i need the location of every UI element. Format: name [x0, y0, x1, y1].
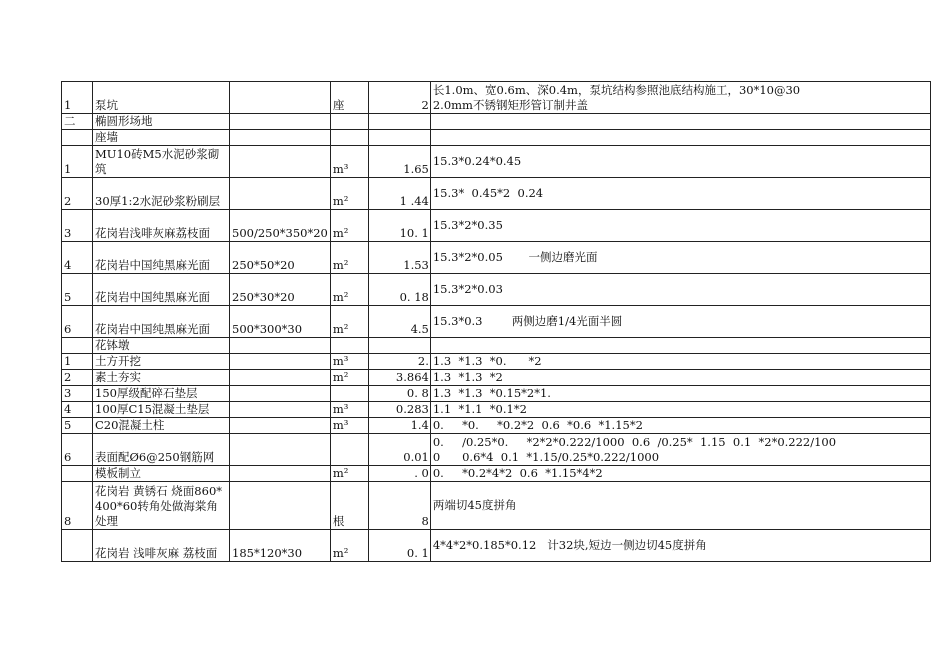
item-quantity: 3.864 — [368, 370, 430, 386]
item-spec — [230, 338, 331, 354]
row-number: 3 — [62, 386, 93, 402]
row-number: 5 — [62, 274, 93, 306]
row-number — [62, 130, 93, 146]
item-spec — [230, 482, 331, 530]
item-calculation: 15.3*0.3 两侧边磨1/4光面半圆 — [430, 306, 930, 338]
item-spec — [230, 146, 331, 178]
table-body — [62, 82, 931, 562]
item-unit: m³ — [330, 402, 368, 418]
row-number: 2 — [62, 370, 93, 386]
item-spec — [230, 466, 331, 482]
item-calculation — [430, 114, 930, 130]
table-row — [62, 274, 931, 306]
item-spec: 250*30*20 — [230, 274, 331, 306]
item-unit — [330, 130, 368, 146]
item-name: 土方开挖 — [93, 354, 230, 370]
table-row — [62, 434, 931, 466]
item-unit: m² — [330, 466, 368, 482]
item-quantity — [368, 130, 430, 146]
item-spec — [230, 370, 331, 386]
table-row — [62, 114, 931, 130]
item-name: 花岗岩中国纯黑麻光面 — [93, 242, 230, 274]
item-unit: m² — [330, 274, 368, 306]
item-calculation: 0. /0.25*0. *2*2*0.222/1000 0.6 /0.25* 1.15 0.1 *2*0.222/100 0 0.6*4 0.1 *1.15/0.25*0.222/1000 — [430, 434, 930, 466]
item-name: 泵坑 — [93, 82, 230, 114]
row-number — [62, 466, 93, 482]
item-quantity: 1.65 — [368, 146, 430, 178]
item-spec — [230, 418, 331, 434]
item-unit: 座 — [330, 82, 368, 114]
item-quantity: 0.283 — [368, 402, 430, 418]
item-calculation: 1.3 *1.3 *0. *2 — [430, 354, 930, 370]
item-spec: 185*120*30 — [230, 530, 331, 562]
row-number: 1 — [62, 146, 93, 178]
item-unit — [330, 386, 368, 402]
item-calculation: 1.1 *1.1 *0.1*2 — [430, 402, 930, 418]
item-quantity: 1.4 — [368, 418, 430, 434]
table-row — [62, 370, 931, 386]
table-row — [62, 386, 931, 402]
row-number — [62, 338, 93, 354]
item-quantity: 4.5 — [368, 306, 430, 338]
item-quantity: 1 .44 — [368, 178, 430, 210]
item-name: 素土夯实 — [93, 370, 230, 386]
row-number: 2 — [62, 178, 93, 210]
item-name: 花岗岩浅啡灰麻荔枝面 — [93, 210, 230, 242]
row-number: 5 — [62, 418, 93, 434]
item-unit: m² — [330, 306, 368, 338]
table-row — [62, 354, 931, 370]
item-unit — [330, 338, 368, 354]
item-unit: m³ — [330, 418, 368, 434]
item-name: 花岗岩 浅啡灰麻 荔枝面 — [93, 530, 230, 562]
row-number: 4 — [62, 242, 93, 274]
item-name: MU10砖M5水泥砂浆砌筑 — [93, 146, 230, 178]
table-row — [62, 146, 931, 178]
item-spec — [230, 82, 331, 114]
item-spec: 250*50*20 — [230, 242, 331, 274]
item-quantity: 8 — [368, 482, 430, 530]
item-unit — [330, 434, 368, 466]
row-number: 1 — [62, 354, 93, 370]
item-unit: m² — [330, 210, 368, 242]
item-unit: m² — [330, 370, 368, 386]
item-calculation: 0. *0. *0.2*2 0.6 *0.6 *1.15*2 — [430, 418, 930, 434]
item-quantity: 0. 1 — [368, 530, 430, 562]
item-name: 座墙 — [93, 130, 230, 146]
item-spec — [230, 354, 331, 370]
row-number — [62, 530, 93, 562]
item-name: 150厚级配碎石垫层 — [93, 386, 230, 402]
item-unit: m² — [330, 530, 368, 562]
item-spec — [230, 130, 331, 146]
item-name: 椭圆形场地 — [93, 114, 230, 130]
item-spec — [230, 402, 331, 418]
item-unit: m² — [330, 242, 368, 274]
table-row — [62, 530, 931, 562]
item-name: C20混凝土柱 — [93, 418, 230, 434]
item-name: 100厚C15混凝土垫层 — [93, 402, 230, 418]
item-unit — [330, 114, 368, 130]
table-row — [62, 242, 931, 274]
item-spec: 500/250*350*20 — [230, 210, 331, 242]
table-row — [62, 210, 931, 242]
item-unit: m² — [330, 178, 368, 210]
item-name: 花岗岩 黄锈石 烧面860*400*60转角处做海棠角处理 — [93, 482, 230, 530]
row-number: 3 — [62, 210, 93, 242]
row-number: 8 — [62, 482, 93, 530]
item-quantity: 10. 1 — [368, 210, 430, 242]
item-quantity: 0. 18 — [368, 274, 430, 306]
item-name: 花岗岩中国纯黑麻光面 — [93, 306, 230, 338]
item-spec: 500*300*30 — [230, 306, 331, 338]
table-row — [62, 130, 931, 146]
quantity-table — [61, 81, 931, 562]
item-name: 花钵墩 — [93, 338, 230, 354]
row-number: 4 — [62, 402, 93, 418]
table-row — [62, 178, 931, 210]
item-quantity: . 0 — [368, 466, 430, 482]
item-name: 表面配Ø6@250钢筋网 — [93, 434, 230, 466]
item-spec — [230, 114, 331, 130]
item-name: 花岗岩中国纯黑麻光面 — [93, 274, 230, 306]
item-unit: m³ — [330, 354, 368, 370]
item-calculation: 1.3 *1.3 *0.15*2*1. — [430, 386, 930, 402]
item-quantity: 2 — [368, 82, 430, 114]
item-quantity: 2. — [368, 354, 430, 370]
table-row — [62, 82, 931, 114]
item-spec — [230, 386, 331, 402]
item-calculation: 4*4*2*0.185*0.12 计32块,短边一侧边切45度拼角 — [430, 530, 930, 562]
row-number: 1 — [62, 82, 93, 114]
row-number: 二 — [62, 114, 93, 130]
item-calculation: 两端切45度拼角 — [430, 482, 930, 530]
table-row — [62, 466, 931, 482]
item-calculation — [430, 130, 930, 146]
row-number: 6 — [62, 434, 93, 466]
item-calculation: 15.3*2*0.35 — [430, 210, 930, 242]
item-calculation: 15.3* 0.45*2 0.24 — [430, 178, 930, 210]
item-calculation: 15.3*2*0.05 一侧边磨光面 — [430, 242, 930, 274]
item-spec — [230, 178, 331, 210]
item-quantity: 0.01 — [368, 434, 430, 466]
item-quantity — [368, 114, 430, 130]
row-number: 6 — [62, 306, 93, 338]
item-calculation: 长1.0m、宽0.6m、深0.4m，泵坑结构参照池底结构施工，30*10@30 2.0mm不锈钢矩形管订制井盖 — [430, 82, 930, 114]
table-row — [62, 418, 931, 434]
table-row — [62, 338, 931, 354]
item-quantity: 0. 8 — [368, 386, 430, 402]
item-unit: m³ — [330, 146, 368, 178]
item-name: 30厚1:2水泥砂浆粉刷层 — [93, 178, 230, 210]
item-spec — [230, 434, 331, 466]
item-unit: 根 — [330, 482, 368, 530]
item-calculation: 15.3*2*0.03 — [430, 274, 930, 306]
table-row — [62, 306, 931, 338]
item-quantity — [368, 338, 430, 354]
table-row — [62, 482, 931, 530]
item-quantity: 1.53 — [368, 242, 430, 274]
table-row — [62, 402, 931, 418]
item-calculation — [430, 338, 930, 354]
item-calculation: 0. *0.2*4*2 0.6 *1.15*4*2 — [430, 466, 930, 482]
item-calculation: 15.3*0.24*0.45 — [430, 146, 930, 178]
item-name: 模板制立 — [93, 466, 230, 482]
item-calculation: 1.3 *1.3 *2 — [430, 370, 930, 386]
